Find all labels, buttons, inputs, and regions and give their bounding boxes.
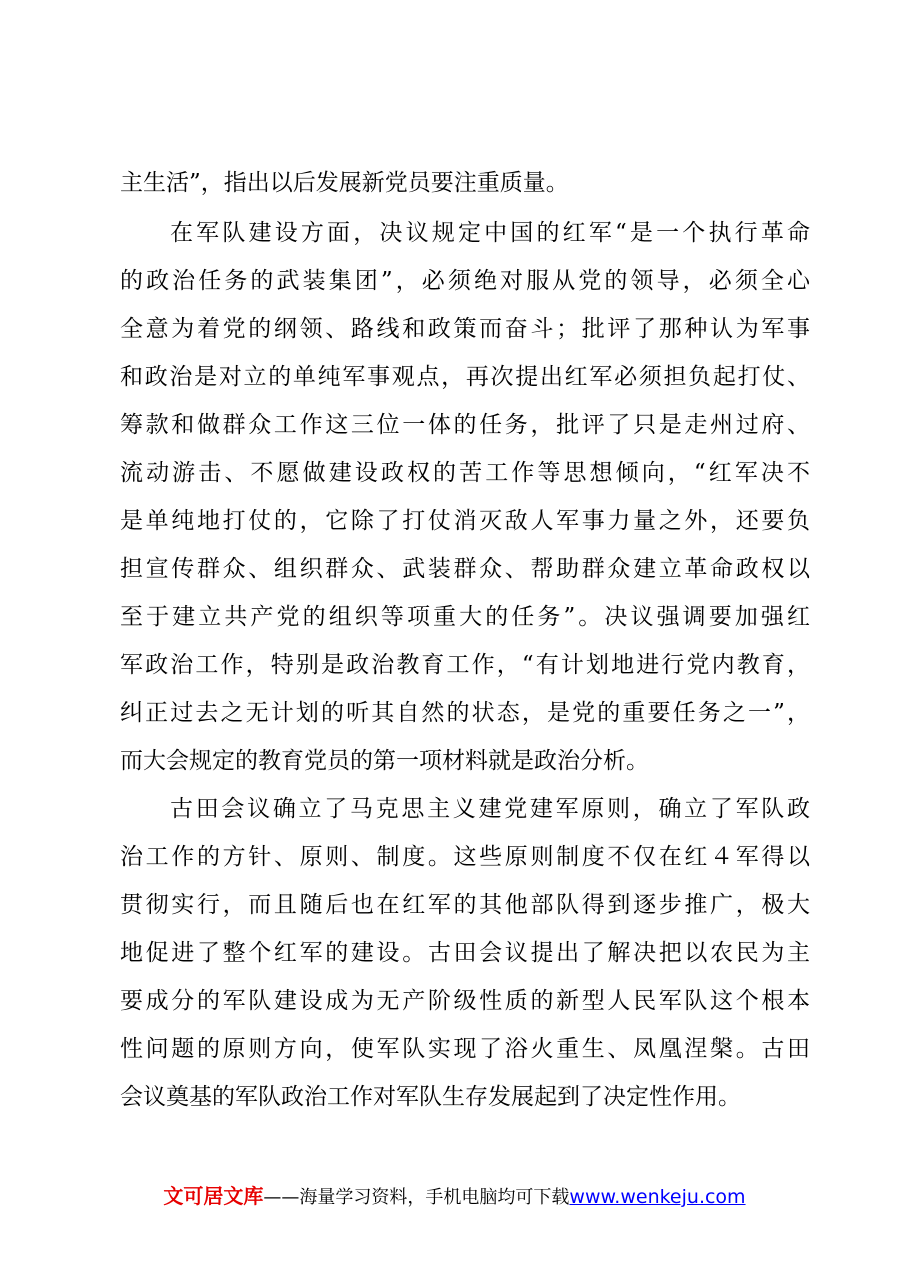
website-link[interactable]: www.wenkeju.com xyxy=(569,1186,746,1208)
paragraph-line: 纠正过去之无计划的听其自然的状态，是党的重要任务之一”， xyxy=(120,700,810,726)
paragraph-line: 军政治工作，特别是政治教育工作，“有计划地进行党内教育， xyxy=(120,652,810,678)
paragraph-line: 流动游击、不愿做建设政权的苦工作等思想倾向，“红军决不 xyxy=(120,460,810,486)
paragraph-line: 全意为着党的纲领、路线和政策而奋斗；批评了那种认为军事 xyxy=(120,316,810,342)
paragraph-line: 会议奠基的军队政治工作对军队生存发展起到了决定性作用。 xyxy=(120,1084,741,1110)
paragraph-line: 筹款和做群众工作这三位一体的任务，批评了只是走州过府、 xyxy=(120,412,810,438)
paragraph-line: 的政治任务的武装集团”，必须绝对服从党的领导，必须全心 xyxy=(120,268,810,294)
paragraph-line: 而大会规定的教育党员的第一项材料就是政治分析。 xyxy=(120,748,649,774)
paragraph-line: 古田会议确立了马克思主义建党建军原则，确立了军队政 xyxy=(170,796,810,822)
paragraph-line: 担宣传群众、组织群众、武装群众、帮助群众建立革命政权以 xyxy=(120,556,810,582)
paragraph-line: 是单纯地打仗的，它除了打仗消灭敌人军事力量之外，还要负 xyxy=(120,508,810,534)
footer-banner xyxy=(0,1182,909,1212)
paragraph-line: 主生活”，指出以后发展新党员要注重质量。 xyxy=(120,170,569,196)
brand-name: 文可居文库 xyxy=(163,1184,264,1208)
paragraph-line: 至于建立共产党的组织等项重大的任务”。决议强调要加强红 xyxy=(120,604,810,630)
paragraph-line: 治工作的方针、原则、制度。这些原则制度不仅在红４军得以 xyxy=(120,844,810,870)
paragraph-line: 性问题的原则方向，使军队实现了浴火重生、凤凰涅槃。古田 xyxy=(120,1036,810,1062)
paragraph-line: 贯彻实行，而且随后也在红军的其他部队得到逐步推广，极大 xyxy=(120,892,810,918)
paragraph-line: 和政治是对立的单纯军事观点，再次提出红军必须担负起打仗、 xyxy=(120,364,810,390)
paragraph-line: 地促进了整个红军的建设。古田会议提出了解决把以农民为主 xyxy=(120,940,810,966)
footer-tagline: ——海量学习资料，手机电脑均可下载 xyxy=(263,1187,570,1208)
paragraph-line: 在军队建设方面，决议规定中国的红军“是一个执行革命 xyxy=(170,220,810,246)
paragraph-line: 要成分的军队建设成为无产阶级性质的新型人民军队这个根本 xyxy=(120,988,810,1014)
